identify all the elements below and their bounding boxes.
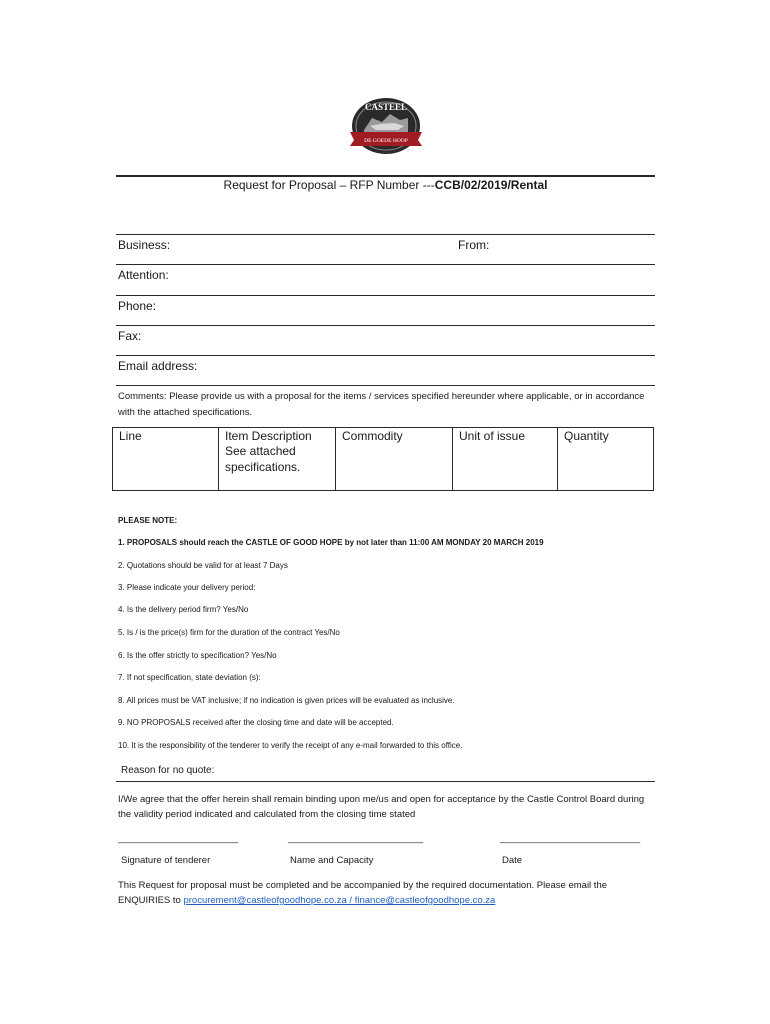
phone-label: Phone: bbox=[118, 299, 157, 313]
logo-text-banner: DE GOEDE HOOP bbox=[364, 138, 408, 144]
note-item: 3. Please indicate your delivery period: bbox=[118, 583, 256, 592]
note-item: 5. Is / is the price(s) firm for the duration of the contract Yes/No bbox=[118, 628, 340, 637]
footer-text bbox=[118, 878, 658, 908]
castle-logo bbox=[336, 96, 436, 164]
from-label: From: bbox=[458, 238, 490, 252]
note-item: 2. Quotations should be valid for at least 7 Days bbox=[118, 561, 288, 570]
header-line: Line bbox=[119, 429, 142, 443]
header-cell bbox=[219, 428, 336, 491]
note-item: 10. It is the responsibility of the tenderer to verify the receipt of any e-mail forwarded to this office. bbox=[118, 741, 463, 750]
title-prefix: Request for Proposal – RFP Number --- bbox=[223, 178, 435, 192]
divider bbox=[116, 295, 655, 296]
divider bbox=[116, 234, 655, 235]
item-description-value: See attached specifications. bbox=[225, 444, 301, 474]
note-item: 1. PROPOSALS should reach the CASTLE OF GOOD HOPE by not later than 11:00 AM MONDAY 20 MARCH 2019 bbox=[118, 538, 544, 547]
name-capacity-label: Name and Capacity bbox=[290, 855, 374, 866]
fax-label: Fax: bbox=[118, 329, 142, 343]
signature-label: Signature of tenderer bbox=[121, 855, 211, 866]
table-row bbox=[113, 428, 654, 491]
date-line: ____________________________ bbox=[500, 833, 641, 843]
attention-label: Attention: bbox=[118, 268, 169, 282]
business-label: Business: bbox=[118, 238, 171, 252]
header-cell bbox=[453, 428, 558, 491]
header-unit-of-issue: Unit of issue bbox=[459, 429, 526, 443]
rfp-number: CCB/02/2019/Rental bbox=[434, 178, 548, 192]
divider bbox=[116, 264, 655, 265]
header-cell bbox=[558, 428, 654, 491]
footer-instructions: This Request for proposal must be completed and be accompanied by the required documentation. Please email the ENQUIRIES to bbox=[118, 880, 608, 906]
page-title bbox=[116, 178, 655, 192]
notes-heading: PLEASE NOTE: bbox=[118, 516, 178, 525]
comments-text: Comments: Please provide us with a proposal for the items / services specified hereunder where applicable, or in accordance with the attached specifications. bbox=[118, 391, 645, 418]
header-item-description: Item Description bbox=[225, 429, 312, 443]
note-item: 8. All prices must be VAT inclusive; if no indication is given prices will be evaluated as inclusive. bbox=[118, 696, 455, 705]
note-item: 7. If not specification, state deviation (s): bbox=[118, 673, 261, 682]
header-commodity: Commodity bbox=[342, 429, 403, 443]
reason-for-no-quote: Reason for no quote: bbox=[121, 765, 215, 776]
divider bbox=[116, 385, 655, 386]
date-label: Date bbox=[502, 855, 523, 866]
header-cell bbox=[336, 428, 453, 491]
divider bbox=[116, 781, 655, 782]
name-line: ___________________________ bbox=[288, 833, 424, 843]
email-link[interactable]: procurement@castleofgoodhope.co.za / finance@castleofgoodhope.co.za bbox=[183, 895, 496, 906]
note-item: 9. NO PROPOSALS received after the closing time and date will be accepted. bbox=[118, 718, 394, 727]
logo-text-top: CASTEEL bbox=[364, 102, 408, 112]
note-item: 6. Is the offer strictly to specification? Yes/No bbox=[118, 651, 277, 660]
email-label: Email address: bbox=[118, 359, 198, 373]
title-top-rule bbox=[116, 175, 655, 177]
header-cell bbox=[113, 428, 219, 491]
header-quantity: Quantity bbox=[564, 429, 609, 443]
items-table bbox=[112, 427, 654, 491]
signature-line: ________________________ bbox=[118, 833, 239, 843]
agreement-text: I/We agree that the offer herein shall remain binding upon me/us and open for acceptance by the Castle Control Board during the validity period indicated and calculated from the closing time stated bbox=[118, 794, 645, 820]
note-item: 4. Is the delivery period firm? Yes/No bbox=[118, 605, 249, 614]
svg-text:· · ·: · · · bbox=[382, 150, 390, 155]
divider bbox=[116, 325, 655, 326]
divider bbox=[116, 355, 655, 356]
